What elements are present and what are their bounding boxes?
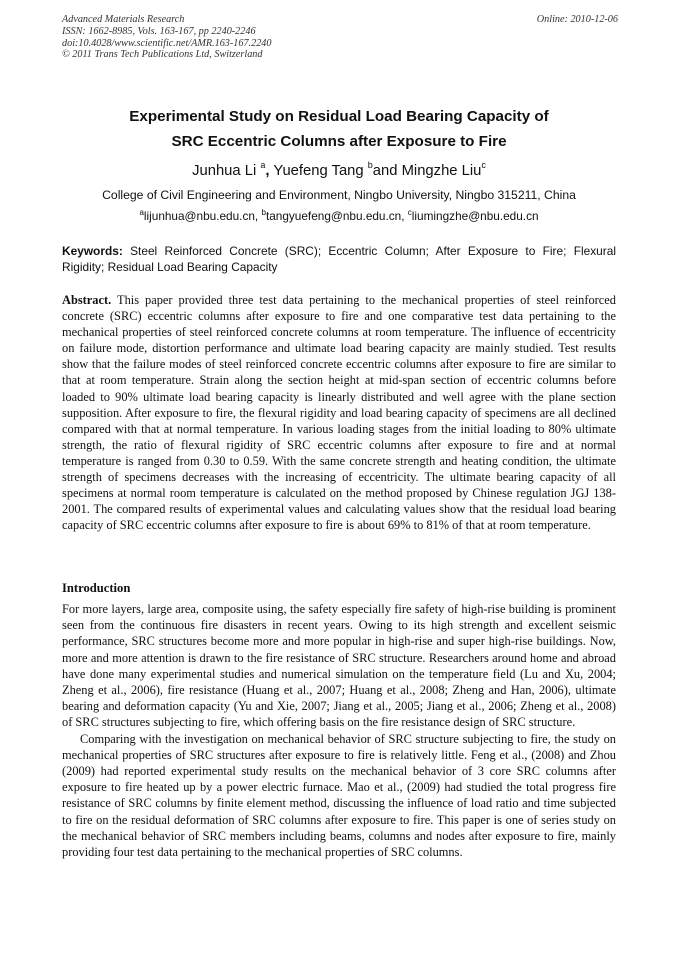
author-1: Junhua Li — [192, 163, 257, 179]
email-1-sup: a — [139, 208, 144, 217]
journal-name: Advanced Materials Research — [62, 14, 185, 25]
author-2-sup: b — [367, 160, 373, 170]
author-3-sup: c — [481, 160, 486, 170]
paragraph: For more layers, large area, composite using, the safety especially fire safety of high-rise building is prominent seen from the continuous fire disasters in recent years. Owing to its high strength and excellent seismic performance, SRC structures become more and more popular in high-rise and super high-rise buildings. Now, more and more attention is drawn to the fire resistance of SRC structure. Researchers around home and abroad have done many experimental studies and numerical simulation on the temperature field (Lu and Xu, 2004; Zheng et al., 2006), fire resistance (Huang et al., 2007; Huang et al., 2008; Zheng and Han, 2006), ultimate bearing and deformation capacity (Yu and Xie, 2007; Jiang et al., 2005; Jiang et al., 2006; Zheng et al., 2008) of SRC structures subjecting to fire, which offering basis on the fire resistance design of SRC structure. — [62, 602, 616, 730]
abstract-text: This paper provided three test data pertaining to the mechanical properties of steel reinforced concrete (SRC) eccentric columns after exposure to fire and one comparative test data pertaining to the mechanical properties of steel reinforced concrete columns at room temperature. The influence of eccentricity on failure mode, distortion performance and ultimate load bearing capacity are mainly studied. Test results show that the failure modes of steel reinforced concrete eccentric columns after exposure to fire are similar to that at room temperature. Strain along the section height at mid-span section of eccentric columns before loaded to 90% ultimate load bearing capacity is linearly distributed and well agree with the plane section supposition. After exposure to fire, the flexural rigidity and load bearing capacity of specimens are all declined compared with that at normal temperature. In various loading stages from the initial loading to 80% ultimate strength, the ratio of flexural rigidity of SRC eccentric columns after exposure to fire and at normal temperature is ranged from 0.30 to 0.59. With the same concrete strength and heating condition, the ultimate strength of specimens decreases with the increasing of eccentricity. The ultimate bearing capacity of all specimens at normal room temperature is calculated on the method proposed by Chinese regulation JGJ 138-2001. The compared results of experimental values and calculating values show that the residual load bearing capacity of SRC eccentric columns after exposure to fire is about 69% to 81% of that at room temperature. — [62, 293, 616, 533]
title-line-1: Experimental Study on Residual Load Bearing Capacity of — [129, 108, 549, 125]
email-3-sup: c — [407, 208, 412, 217]
paper-title — [0, 104, 678, 154]
keywords-block — [62, 244, 616, 275]
author-3: Mingzhe Liu — [401, 163, 482, 179]
title-line-2: SRC Eccentric Columns after Exposure to Fire — [171, 133, 507, 150]
journal-copyright: © 2011 Trans Tech Publications Ltd, Switzerland — [62, 49, 263, 61]
email-2-sup: b — [261, 208, 266, 217]
journal-header — [62, 14, 618, 61]
author-emails — [0, 208, 678, 223]
online-date: Online: 2010-12-06 — [536, 14, 618, 25]
email-1[interactable]: lijunhua@nbu.edu.cn, — [143, 209, 259, 223]
abstract-label: Abstract. — [62, 293, 112, 307]
email-3[interactable]: liumingzhe@nbu.edu.cn — [411, 209, 539, 223]
keywords-text: Steel Reinforced Concrete (SRC); Eccentric Column; After Exposure to Fire; Flexural Rigidity; Residual Load Bearing Capacity — [62, 244, 616, 274]
author-1-sup: a — [260, 160, 266, 170]
keywords-label: Keywords: — [62, 244, 123, 258]
section-heading-introduction: Introduction — [62, 581, 131, 595]
abstract-block — [62, 292, 616, 533]
email-2[interactable]: tangyuefeng@nbu.edu.cn, — [265, 209, 405, 223]
author-list: Junhua Li $^a$, Yuefeng Tang $^b$and Mingzhe Liu$^c$ — [192, 160, 486, 179]
paragraph: Comparing with the investigation on mechanical behavior of SRC structure subjecting to fire, the study on mechanical properties of SRC structures after exposure to fire is relatively little. Feng et al., (2008) and Zhou (2009) had reported experimental study results on the mechanical behavior of 3 core SRC columns after exposure to fire heated up by a power electric furnace. Mao et al., (2009) had studied the total progress fire resistance of SRC columns by finite element method, discussing the influence of load ratio and time subjected to fire on the residual deformation of SRC columns after exposure to fire. This paper is one of series study on the mechanical behavior of SRC members including beams, columns and nodes after exposure to fire, mainly providing four test data pertaining to the mechanical properties of SRC columns. — [62, 731, 616, 860]
author-2: Yuefeng Tang — [273, 163, 364, 179]
journal-issn: ISSN: 1662-8985, Vols. 163-167, pp 2240-2246 — [62, 25, 256, 37]
affiliation: College of Civil Engineering and Environment, Ningbo University, Ningbo 315211, China — [102, 188, 576, 202]
journal-doi: doi:10.4028/www.scientific.net/AMR.163-167.2240 — [62, 37, 272, 49]
introduction-body — [62, 601, 616, 860]
